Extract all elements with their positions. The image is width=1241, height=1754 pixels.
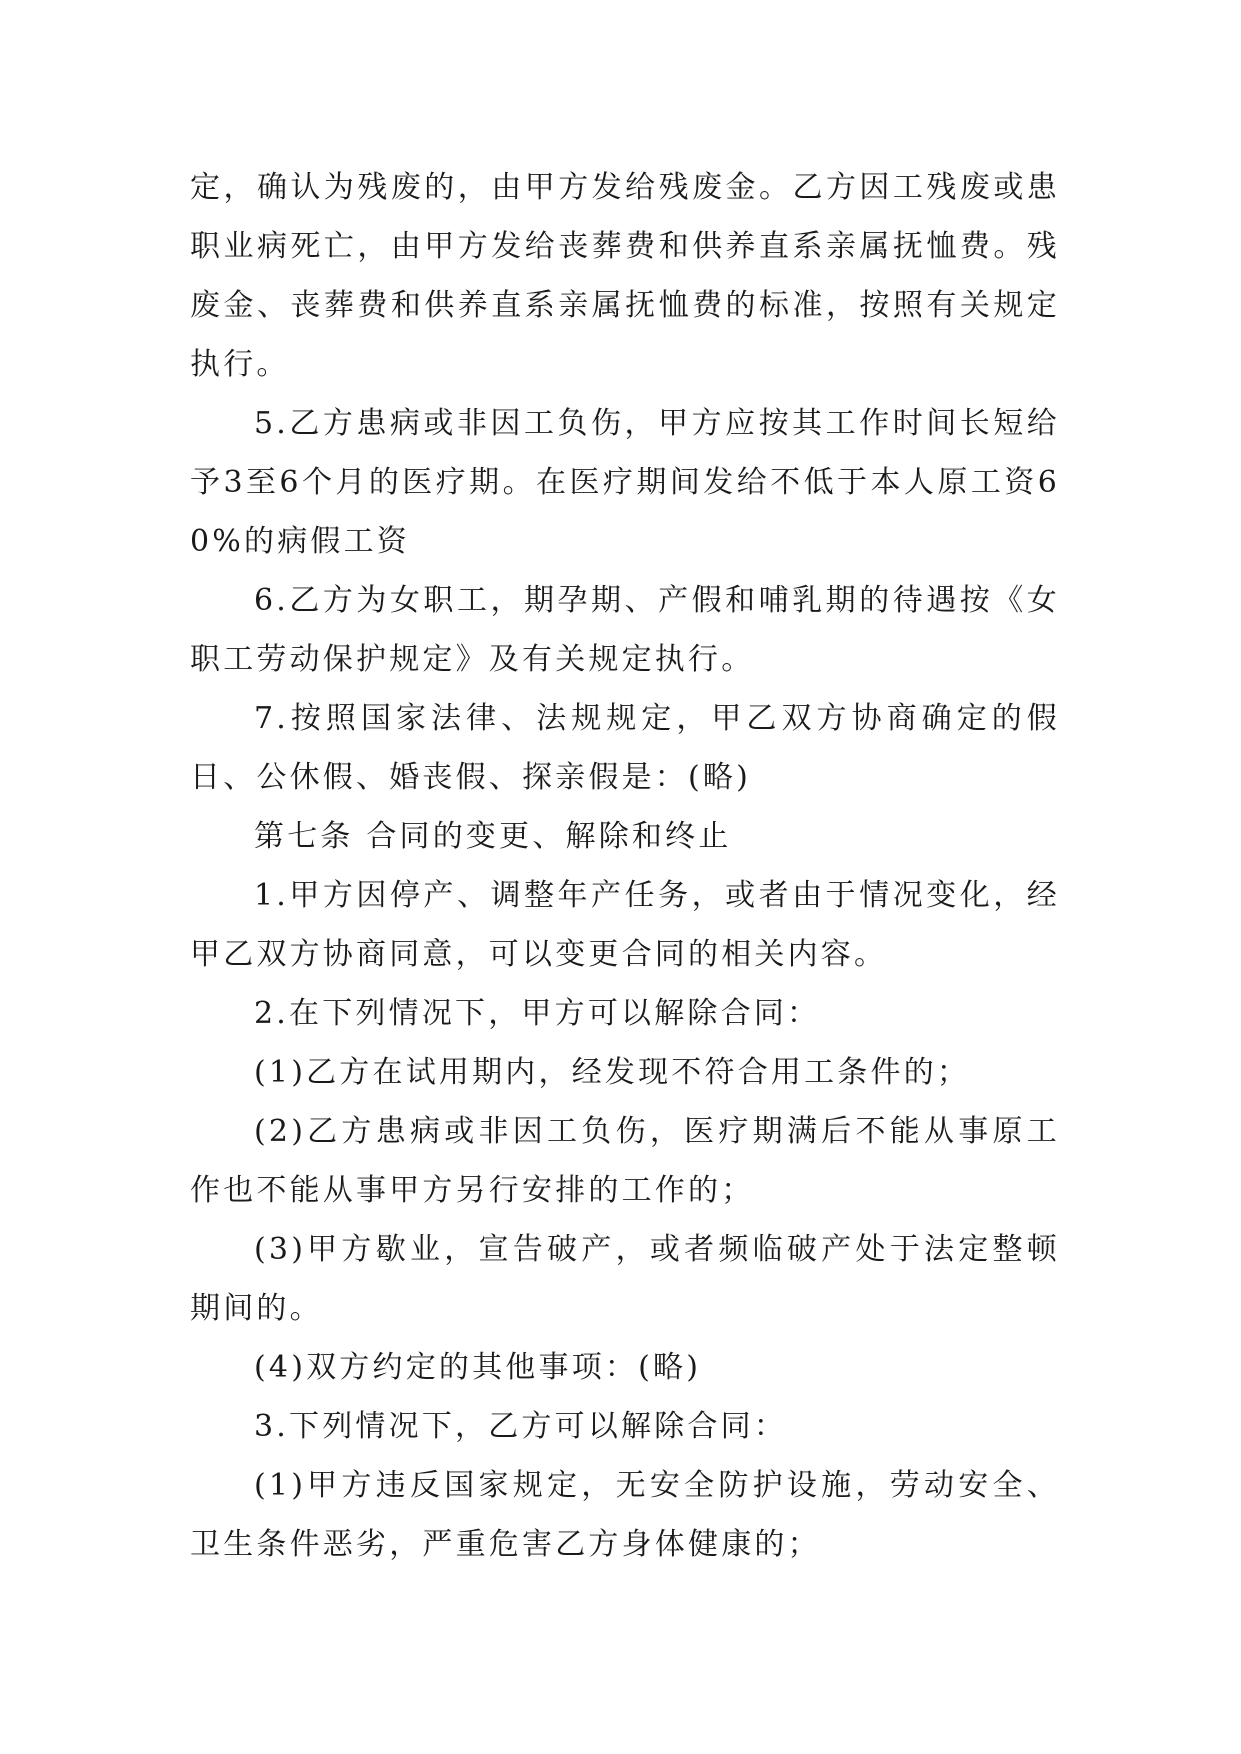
paragraph-clause-5: 5.乙方患病或非因工负伤，甲方应按其工作时间长短给予3至6个月的医疗期。在医疗期间发给不低于本人原工资60%的病假工资 <box>190 406 1060 559</box>
paragraph-subitem-2-1: (1)乙方在试用期内，经发现不符合用工条件的； <box>254 1055 971 1090</box>
paragraph-item-2: 2.在下列情况下，甲方可以解除合同： <box>254 996 821 1031</box>
section-heading-article-7: 第七条 合同的变更、解除和终止 <box>254 819 732 854</box>
paragraph-clause-7: 7.按照国家法律、法规规定，甲乙双方协商确定的假日、公休假、婚丧假、探亲假是：(略) <box>190 701 1060 795</box>
paragraph-item-3: 3.下列情况下，乙方可以解除合同： <box>254 1409 788 1444</box>
paragraph-subitem-2-3: (3)甲方歇业，宣告破产，或者频临破产处于法定整顿期间的。 <box>190 1232 1060 1326</box>
paragraph-continuation: 定，确认为残废的，由甲方发给残废金。乙方因工残废或患职业病死亡，由甲方发给丧葬费和供养直系亲属抚恤费。残废金、丧葬费和供养直系亲属抚恤费的标准，按照有关规定执行。 <box>190 170 1060 382</box>
paragraph-item-1: 1.甲方因停产、调整年产任务，或者由于情况变化，经甲乙双方协商同意，可以变更合同的相关内容。 <box>190 878 1060 972</box>
document-page <box>190 158 1060 1574</box>
paragraph-subitem-2-2: (2)乙方患病或非因工负伤，医疗期满后不能从事原工作也不能从事甲方另行安排的工作的； <box>190 1114 1060 1208</box>
paragraph-subitem-3-1: (1)甲方违反国家规定，无安全防护设施，劳动安全、卫生条件恶劣，严重危害乙方身体健康的； <box>190 1468 1060 1562</box>
paragraph-subitem-2-4: (4)双方约定的其他事项：(略) <box>254 1350 702 1385</box>
paragraph-clause-6: 6.乙方为女职工，期孕期、产假和哺乳期的待遇按《女职工劳动保护规定》及有关规定执行。 <box>190 583 1060 677</box>
